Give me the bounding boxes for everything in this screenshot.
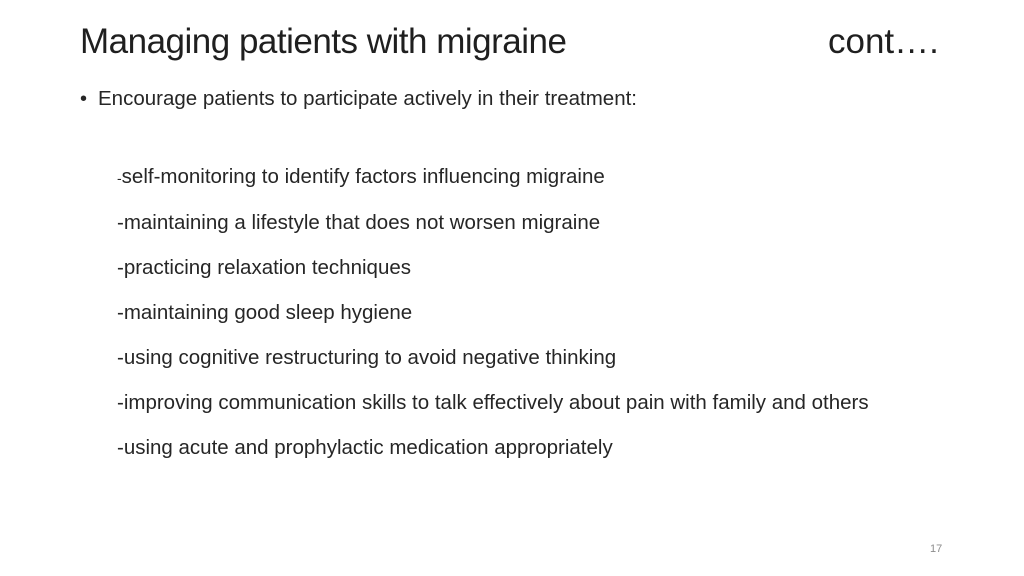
list-item [117, 157, 947, 198]
page-number: 17 [930, 543, 943, 555]
list-item-dash: - [117, 170, 122, 186]
list-item-text: -using cognitive restructuring to avoid negative thinking [117, 346, 617, 369]
bullet-marker: • [80, 88, 88, 110]
list-item [117, 293, 947, 333]
list-item [117, 248, 947, 288]
slide-title: Managing patients with migraine [80, 22, 567, 61]
sub-bullet-list [117, 157, 947, 473]
list-item-text: -maintaining good sleep hygiene [117, 301, 413, 324]
main-bullet [80, 87, 637, 111]
list-item-text: -using acute and prophylactic medication appropriately [117, 436, 613, 459]
list-item-text: -improving communication skills to talk effectively about pain with family and others [117, 391, 869, 414]
list-item [117, 383, 947, 423]
list-item [117, 203, 947, 243]
list-item-text: -maintaining a lifestyle that does not worsen migraine [117, 211, 601, 234]
main-bullet-text: Encourage patients to participate actively in their treatment: [98, 87, 637, 110]
list-item [117, 428, 947, 468]
slide-title-continuation: cont…. [828, 22, 939, 61]
list-item-text: self-monitoring to identify factors influencing migraine [121, 165, 605, 188]
list-item-text: -practicing relaxation techniques [117, 256, 411, 279]
list-item [117, 338, 947, 378]
